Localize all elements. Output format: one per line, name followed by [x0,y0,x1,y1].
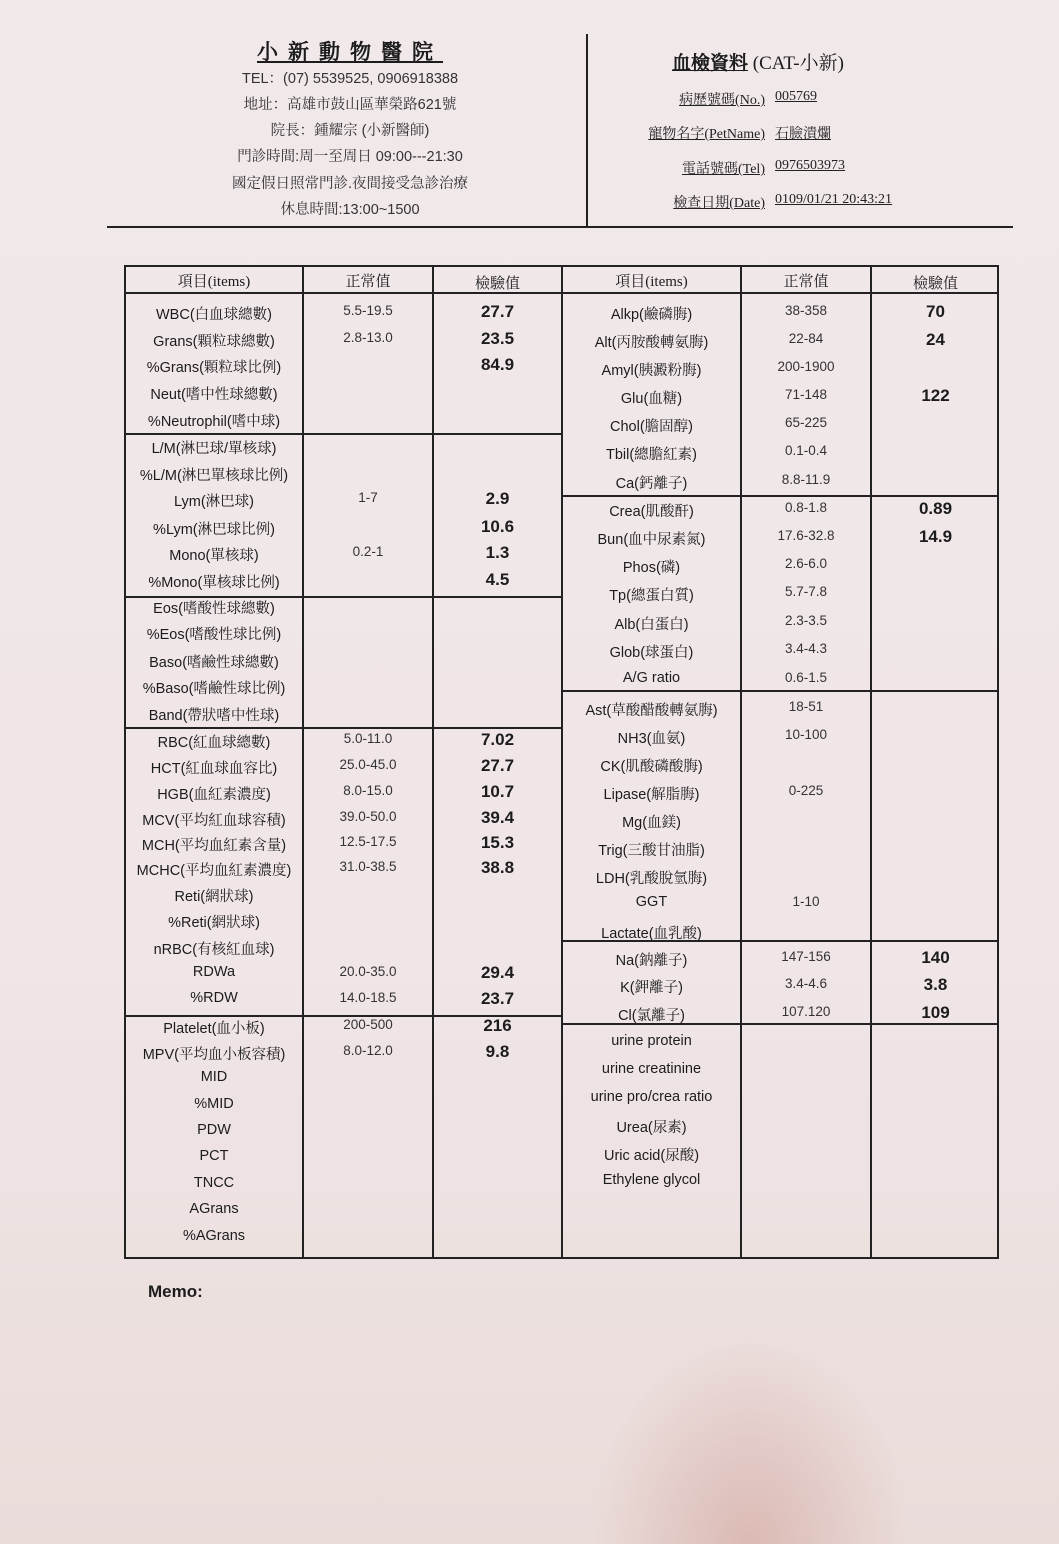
right-normal-range: 71-148 [784,387,828,402]
left-normal-range: 31.0-38.5 [339,859,397,874]
right-item-name: Trig(三酸甘油脂) [598,843,705,859]
right-normal-range: 1-10 [792,894,820,909]
right-normal-range: 18-51 [788,699,824,714]
field-label-petname: 寵物名字(PetName) [648,127,765,142]
left-item-name: MID [200,1069,228,1085]
right-normal-range: 22-84 [788,331,824,346]
clinic-rest: 休息時間:13:00~1500 [280,202,420,218]
col-divider [870,265,872,1259]
right-result-value: 3.8 [923,975,948,994]
left-item-name: MPV(平均血小板容積) [142,1047,286,1063]
left-normal-range: 8.0-12.0 [343,1043,393,1058]
left-item-name: nRBC(有核紅血球) [153,942,275,958]
left-result-value: 27.7 [480,756,515,775]
right-normal-range: 0.8-1.8 [784,500,828,515]
left-result-value: 84.9 [480,355,515,374]
group-line [124,727,561,729]
right-result-value: 14.9 [918,527,953,546]
right-item-name: K(鉀離子) [620,980,683,996]
right-item-name: Phos(磷) [622,560,681,576]
right-item-name: Tp(總蛋白質) [609,588,694,604]
clinic-tel: TEL：(07) 5539525, 0906918388 [241,71,459,87]
left-item-name: MCV(平均紅血球容積) [142,813,286,829]
left-normal-range: 25.0-45.0 [339,757,397,772]
left-item-name: %Neutrophil(嗜中球) [147,414,281,430]
right-result-value: 140 [921,948,950,967]
left-item-name: Baso(嗜鹼性球總數) [149,655,279,671]
left-item-name: %Grans(顆粒球比例) [146,360,282,376]
right-result-value: 109 [921,1003,950,1022]
left-item-name: L/M(淋巴球/單核球) [151,441,277,457]
right-normal-range: 10-100 [784,727,828,742]
left-item-name: Neut(嗜中性球總數) [150,387,278,403]
left-item-name: RDWa [192,964,236,980]
right-normal-range: 3.4-4.3 [784,641,828,656]
header-row-line [124,292,999,294]
right-item-name: Tbil(總膽紅素) [605,447,698,463]
left-result-value: 23.7 [480,989,515,1008]
left-normal-range: 8.0-15.0 [343,783,393,798]
left-result-value: 29.4 [480,963,515,982]
right-item-name: GGT [635,894,668,910]
left-item-name: TNCC [193,1175,235,1191]
right-normal-range: 0.1-0.4 [784,443,828,458]
right-item-name: Ethylene glycol [602,1172,701,1188]
right-normal-range: 3.4-4.6 [784,976,828,991]
right-item-name: NH3(血氨) [617,731,686,747]
left-item-name: WBC(白血球總數) [156,307,272,323]
left-item-name: Grans(顆粒球總數) [153,334,275,350]
left-item-name: RBC(紅血球總數) [157,735,271,751]
right-item-name: Na(鈉離子) [615,953,688,969]
right-normal-range: 8.8-11.9 [781,472,831,487]
header-result-right: 檢驗值 [912,276,958,292]
left-result-value: 1.3 [485,543,510,562]
right-result-value: 0.89 [918,499,953,518]
left-normal-range: 2.8-13.0 [343,330,393,345]
left-item-name: %Reti(網狀球) [168,915,260,931]
left-normal-range: 0.2-1 [352,544,384,559]
right-item-name: Urea(尿素) [616,1120,687,1136]
left-item-name: MCH(平均血紅素含量) [141,838,287,854]
left-normal-range: 39.0-50.0 [339,809,397,824]
left-item-name: HCT(紅血球血容比) [150,761,278,777]
left-item-name: Band(帶狀嗜中性球) [148,708,280,724]
field-value-petname: 石臉潰爛 [775,127,831,142]
left-item-name: Reti(網狀球) [174,889,254,905]
left-normal-range: 12.5-17.5 [339,834,397,849]
left-item-name: %Eos(嗜酸性球比例) [146,627,282,643]
left-result-value: 23.5 [480,329,515,348]
left-result-value: 7.02 [480,730,515,749]
left-result-value: 10.6 [480,517,515,536]
left-normal-range: 14.0-18.5 [339,990,397,1005]
left-item-name: MCHC(平均血紅素濃度) [136,863,292,879]
field-value-tel: 0976503973 [775,158,845,173]
left-result-value: 216 [483,1016,512,1035]
finger-shadow [590,1330,910,1544]
left-result-value: 2.9 [485,489,510,508]
field-label-tel: 電話號碼(Tel) [681,162,765,177]
right-item-name: Bun(血中尿素氮) [597,532,706,548]
memo-label: Memo: [148,1282,203,1301]
right-item-name: A/G ratio [622,670,681,686]
left-result-value: 4.5 [485,570,510,589]
group-line [124,433,561,435]
clinic-address: 地址：高雄市鼓山區華榮路621號 [243,97,457,113]
header-items-right: 項目(items) [615,274,688,290]
field-value-no: 005769 [775,89,817,104]
right-result-value: 24 [926,330,945,349]
right-item-name: urine pro/crea ratio [590,1089,713,1105]
clinic-name: 小新動物醫院 [257,40,443,64]
right-normal-range: 38-358 [784,303,828,318]
left-item-name: HGB(血紅素濃度) [157,787,271,803]
right-item-name: urine protein [611,1033,692,1049]
report-title-text: 血檢資料 [672,53,749,74]
report-subtitle: (CAT-小新) [752,53,844,74]
left-item-name: %Lym(淋巴球比例) [153,522,275,538]
right-normal-range: 65-225 [784,415,828,430]
header-items-left: 項目(items) [177,274,251,290]
right-item-name: Amyl(胰澱粉脢) [601,363,702,379]
field-label-no: 病歷號碼(No.) [679,93,765,108]
right-item-name: Uric acid(尿酸) [603,1148,700,1164]
group-line [561,690,999,692]
clinic-holiday: 國定假日照常門診.夜間接受急診治療 [231,176,469,192]
left-item-name: Platelet(血小板) [163,1021,265,1037]
right-item-name: Alb(白蛋白) [614,617,689,633]
left-item-name: %L/M(淋巴單核球比例) [139,468,289,484]
clinic-director: 院長：鍾耀宗 (小新醫師) [270,123,430,139]
field-value-date: 0109/01/21 20:43:21 [775,192,893,207]
left-item-name: Mono(單核球) [169,548,259,564]
right-normal-range: 200-1900 [777,359,835,374]
right-item-name: CK(肌酸磷酸脢) [600,759,703,775]
right-normal-range: 147-156 [781,949,831,964]
right-item-name: Alt(丙胺酸轉氨脢) [594,335,709,351]
right-normal-range: 5.7-7.8 [784,584,828,599]
report-title [672,48,844,75]
left-normal-range: 5.5-19.5 [343,303,393,318]
left-result-value: 27.7 [480,302,515,321]
left-result-value: 10.7 [480,782,515,801]
right-item-name: Glob(球蛋白) [609,645,694,661]
left-normal-range: 1-7 [358,490,378,505]
header-normal-left: 正常值 [345,274,391,290]
right-item-name: Ca(鈣離子) [615,476,688,492]
left-item-name: PDW [197,1122,231,1138]
right-normal-range: 0-225 [788,783,824,798]
right-result-value: 122 [921,386,950,405]
header-divider-horizontal [107,226,1013,228]
right-normal-range: 2.6-6.0 [784,556,828,571]
right-normal-range: 0.6-1.5 [784,670,828,685]
right-normal-range: 2.3-3.5 [784,613,828,628]
left-item-name: PCT [199,1148,229,1164]
right-item-name: urine creatinine [601,1061,702,1077]
left-normal-range: 20.0-35.0 [339,964,397,979]
left-item-name: %Mono(單核球比例) [148,575,280,591]
left-result-value: 39.4 [480,808,515,827]
left-result-value: 9.8 [485,1042,510,1061]
right-item-name: Crea(肌酸酐) [609,504,694,520]
left-result-value: 38.8 [480,858,515,877]
right-item-name: Lipase(解脂脢) [603,787,700,803]
left-normal-range: 200-500 [343,1017,393,1032]
right-normal-range: 107.120 [781,1004,831,1019]
left-normal-range: 5.0-11.0 [343,731,393,746]
left-item-name: %MID [194,1096,234,1112]
right-item-name: Cl(氯離子) [618,1008,685,1024]
right-item-name: Ast(草酸醋酸轉氨脢) [585,703,718,719]
group-line [561,495,999,497]
header-normal-right: 正常值 [783,274,829,290]
left-item-name: %AGrans [182,1228,246,1244]
left-item-name: %Baso(嗜鹼性球比例) [142,681,286,697]
right-normal-range: 17.6-32.8 [777,528,835,543]
left-result-value: 15.3 [480,833,515,852]
right-item-name: Chol(膽固醇) [610,419,693,435]
clinic-hours: 門診時間:周一至周日 09:00---21:30 [237,149,463,165]
right-item-name: Mg(血鎂) [622,815,681,831]
right-item-name: Lactate(血乳酸) [601,926,702,942]
right-item-name: LDH(乳酸脫氫脢) [595,871,708,887]
left-item-name: Lym(淋巴球) [173,494,254,510]
left-item-name: %RDW [190,990,238,1006]
header-result-left: 檢驗值 [474,276,520,292]
left-item-name: AGrans [189,1201,239,1217]
right-result-value: 70 [926,302,945,321]
field-label-date: 檢查日期(Date) [673,196,765,211]
left-item-name: Eos(嗜酸性球總數) [153,601,275,617]
right-item-name: Alkp(鹼磷脢) [610,307,693,323]
right-item-name: Glu(血糖) [620,391,683,407]
